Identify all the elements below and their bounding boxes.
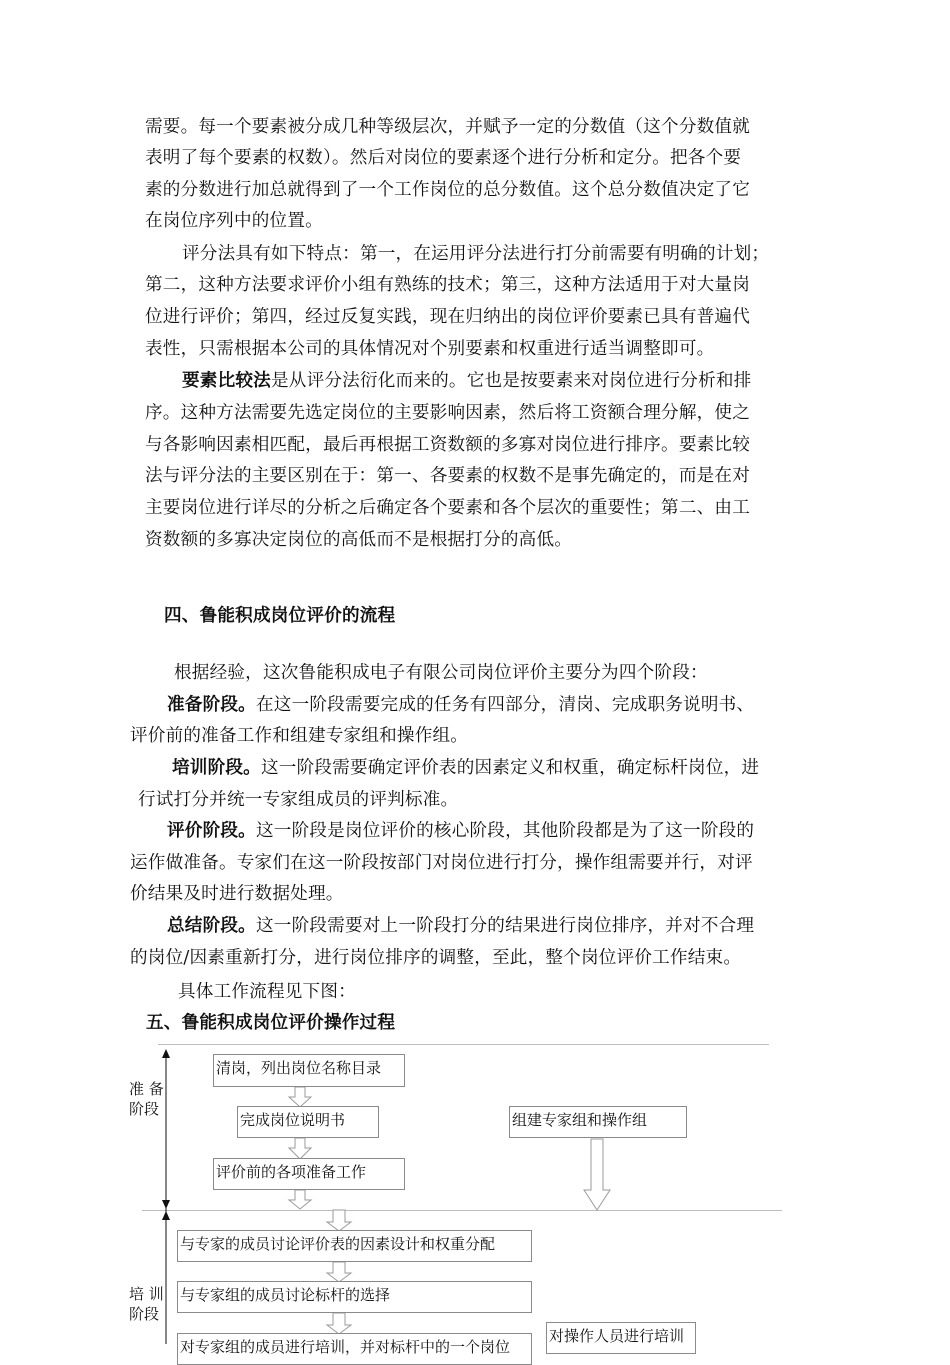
train-stage-side-label: [129, 1284, 164, 1324]
paragraph-2-line-4: 表性，只需根据本公司的具体情况对个别要素和权重进行适当调整即可。: [145, 339, 715, 359]
arrow-shuoming-to-pingjia: [289, 1138, 311, 1159]
prep-stage-label: 准备阶段。: [167, 694, 256, 715]
train-stage-text: 这一阶段需要确定评价表的因素定义和权重，确定标杆岗位，进: [260, 758, 760, 778]
eval-stage-line-3: 价结果及时进行数据处理。: [130, 884, 344, 904]
eval-stage-label: 评价阶段。: [167, 820, 256, 841]
section-4-heading: 四、鲁能积成岗位评价的流程: [164, 605, 396, 626]
arrow-into-yinsu: [327, 1210, 351, 1231]
summary-stage-label: 总结阶段。: [167, 915, 256, 936]
paragraph-2-line-3: 位进行评价；第四，经过反复实践，现在归纳出的岗位评价要素已具有普遍代: [145, 307, 750, 327]
prep-stage-side-label: [129, 1079, 164, 1119]
box-peixun-zhuanjia: 对专家组的成员进行培训，并对标杆中的一个岗位: [177, 1333, 532, 1365]
prep-stage-line-2: 评价前的准备工作和组建专家组和操作组。: [130, 726, 469, 746]
stages-intro: 根据经验，这次鲁能积成电子有限公司岗位评价主要分为四个阶段：: [174, 663, 708, 683]
box-zhuanjiazu: 组建专家组和操作组: [509, 1106, 687, 1138]
paragraph-3-line-5: 主要岗位进行详尽的分析之后确定各个要素和各个层次的重要性；第二、由工: [145, 498, 750, 518]
train-stage-side-label-1: 培 训: [129, 1285, 164, 1303]
paragraph-1-line-3: 素的分数进行加总就得到了一个工作岗位的总分数值。这个总分数值决定了它: [145, 180, 750, 200]
summary-stage-text: 这一阶段需要对上一阶段打分的结果进行岗位排序，并对不合理: [255, 916, 755, 936]
paragraph-3-line-3: 与各影响因素相匹配，最后再根据工资数额的多寡对岗位进行排序。要素比较: [145, 435, 750, 455]
train-stage-side-label-2: 阶段: [129, 1305, 160, 1323]
flow-note: 具体工作流程见下图：: [178, 982, 356, 1002]
paragraph-3-line-4: 法与评分法的主要区别在于：第一、各要素的权数不是事先确定的，而是在对: [145, 466, 750, 486]
box-gangwei-shuoming: 完成岗位说明书: [237, 1106, 379, 1138]
eval-stage-line-2: 运作做准备。专家们在这一阶段按部门对岗位进行打分，操作组需要并行，对评: [130, 853, 753, 873]
prep-stage-side-label-1: 准 备: [129, 1080, 164, 1098]
paragraph-3-line-6: 资数额的多寡决定岗位的高低而不是根据打分的高低。: [145, 530, 573, 550]
paragraph-1-line-2: 表明了每个要素的权数）。然后对岗位的要素逐个进行分析和定分。把各个要: [145, 148, 742, 168]
box-qinggang: 清岗，列出岗位名称目录: [213, 1054, 405, 1087]
arrow-yinsu-to-biaogan: [327, 1262, 351, 1282]
paragraph-1-line-4: 在岗位序列中的位置。: [145, 211, 323, 231]
train-stage-up-arrowhead: [162, 1211, 170, 1220]
summary-stage-line-2: 的岗位/因素重新打分，进行岗位排序的调整，至此，整个岗位评价工作结束。: [130, 948, 742, 968]
box-peixun-caozuo: 对操作人员进行培训: [546, 1322, 696, 1354]
paragraph-2-line-1: 评分法具有如下特点：第一，在运用评分法进行打分前需要有明确的计划；: [182, 244, 770, 264]
prep-stage-down-arrowhead: [162, 1200, 170, 1209]
factor-comparison-term: 要素比较法: [182, 370, 271, 391]
prep-stage-up-arrowhead: [162, 1049, 170, 1058]
box-pingjia-qian: 评价前的各项准备工作: [213, 1158, 405, 1190]
train-stage-line-2: 行试打分并统一专家组成员的评判标准。: [138, 790, 459, 810]
section-5-heading: 五、鲁能积成岗位评价操作过程: [146, 1012, 396, 1033]
paragraph-3-line-2: 序。这种方法需要先选定岗位的主要影响因素，然后将工资额合理分解，使之: [145, 403, 750, 423]
prep-stage-side-label-2: 阶段: [129, 1100, 160, 1118]
box-biaogan: 与专家组的成员讨论标杆的选择: [177, 1281, 532, 1313]
paragraph-1-line-1: 需要。每一个要素被分成几种等级层次，并赋予一定的分数值（这个分数值就: [145, 117, 750, 137]
train-stage-label: 培训阶段。: [172, 757, 261, 778]
paragraph-2-line-2: 第二，这种方法要求评价小组有熟练的技术；第三，这种方法适用于对大量岗: [145, 275, 750, 295]
paragraph-3-line-1-rest: 是从评分法衍化而来的。它也是按要素来对岗位进行分析和排: [270, 371, 752, 391]
arrow-pingjia-down: [289, 1190, 311, 1209]
box-yinsu-sheji: 与专家的成员讨论评价表的因素设计和权重分配: [177, 1230, 532, 1262]
arrow-biaogan-to-peixun: [327, 1313, 351, 1334]
prep-stage-text: 在这一阶段需要完成的任务有四部分，清岗、完成职务说明书、: [255, 695, 755, 715]
arrow-zhuanjiazu-down: [584, 1139, 610, 1210]
arrow-qinggang-to-shuoming: [289, 1087, 311, 1107]
eval-stage-text: 这一阶段是岗位评价的核心阶段，其他阶段都是为了这一阶段的: [255, 821, 755, 841]
